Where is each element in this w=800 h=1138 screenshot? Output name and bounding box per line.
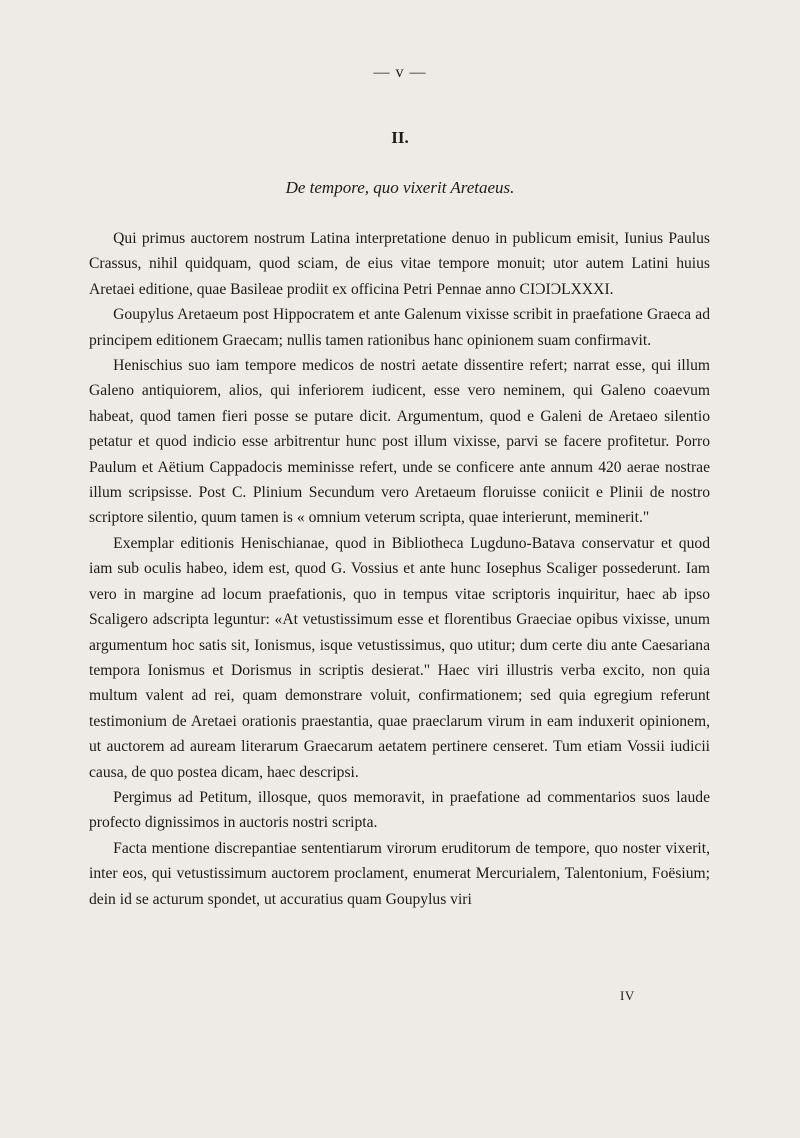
page-number: — v — — [373, 64, 427, 81]
paragraph-3: Henischius suo iam tempore medicos de nostri aetate dissentire refert; narrat esse, qui illum Galeno antiquiorem, alios, qui inferiorem iudicent, esse vero neminem, qui Galeno coaevum habeat, quod tamen fieri posse se putare dicit. Argumentum, quod e Galeni de Aretaeo silentio petatur et quod indicio esse arbitrentur hunc post illum vixisse, parvi se facere profitetur. Porro Paulum et Aëtium Cappadocis meminisse refert, unde se conficere ante annum 420 aerae nostrae illum scripsisse. Post C. Plinium Secundum vero Aretaeum floruisse coniicit e Plinii de nostro scriptore silentio, quum tamen is « omnium veterum scripta, quae interierunt, meminerit." — [89, 357, 710, 527]
body-text — [89, 226, 710, 912]
paragraph-2: Goupylus Aretaeum post Hippocratem et ante Galenum vixisse scribit in praefatione Graeca ad principem editionem Graecam; nullis tamen rationibus hanc opinionem suam confirmavit. — [89, 306, 710, 349]
section-number: II. — [391, 128, 409, 147]
signature-mark: IV — [620, 988, 635, 1003]
paragraph-5: Pergimus ad Petitum, illosque, quos memoravit, in praefatione ad commentarios suos laude profecto dignissimos in auctoris nostri scripta. — [89, 788, 710, 832]
section-title: De tempore, quo vixerit Aretaeus. — [285, 178, 515, 197]
paragraph-4: Exemplar editionis Henischianae, quod in Bibliotheca Lugduno-Batava conservatur et quod iam sub oculis habeo, idem est, quod G. Vossius et ante hunc Iosephus Scaliger possederunt. Iam vero in margine ad locum praefationis, quo in tempus vitae scriptoris inquiritur, haec ab ipso Scaligero adscripta leguntur: «At vetustissimum esse et florentibus Graeciae opibus vixisse, unum argumentum hoc satis sit, Ionismus, isque vetustissimus, quo utitur; dum certe diu ante Caesariana tempora Ionismus et Dorismus in scriptis desierat." Haec viri illustris verba excito, non quia multum valent ad rei, quam demonstrare voluit, confirmationem; sed quia egregium referunt testimonium de Aretaei orationis praestantia, quae praeclarum virum in eam induxerit opinionem, ut auctorem ad auream literarum Graecarum aetatem pertinere censeret. Tum etiam Vossii iudicii causa, de quo postea dicam, haec descripsi. — [89, 534, 710, 781]
paragraph-1: Qui primus auctorem nostrum Latina interpretatione denuo in publicum emisit, Iunius Paulus Crassus, nihil quidquam, quod sciam, de eius vitae tempore monuit; utor autem Latini huius Aretaei editione, quae Basileae prodiit ex officina Petri Pennae anno CIƆIƆLXXXI. — [89, 230, 710, 298]
paragraph-6: Facta mentione discrepantiae sententiarum virorum eruditorum de tempore, quo noster vixerit, inter eos, qui vetustissimum auctorem proclament, enumerat Mercurialem, Talentonium, Foësium; dein id se acturum spondet, ut accuratius quam Goupylus viri — [89, 839, 710, 908]
